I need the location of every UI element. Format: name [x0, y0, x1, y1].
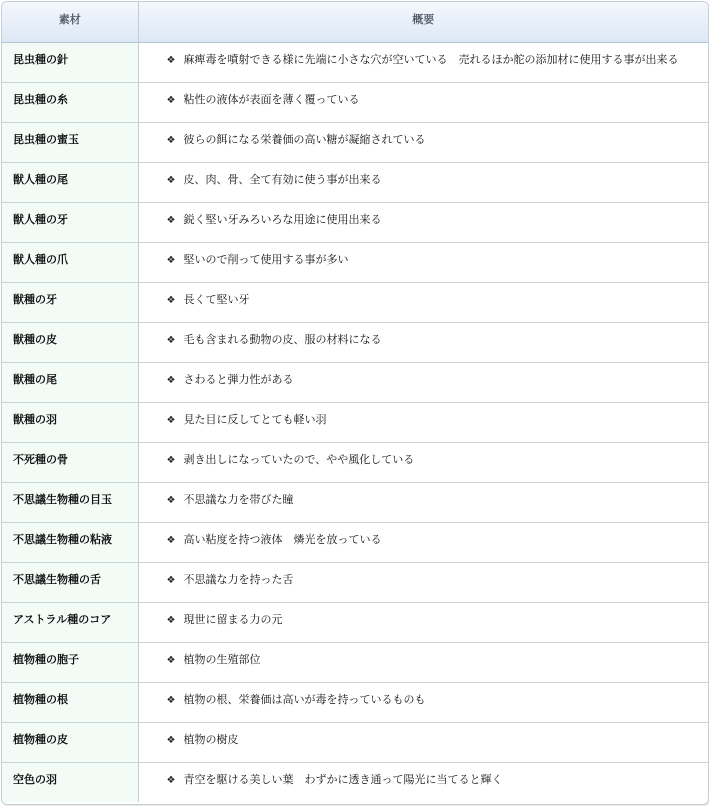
table-row: [2, 682, 708, 722]
material-summary-text: 粘性の液体が表面を薄く覆っている: [183, 92, 360, 106]
diamond-bullet-icon: ❖: [166, 174, 176, 186]
diamond-bullet-icon: ❖: [166, 534, 176, 546]
material-summary-cell: [138, 602, 708, 642]
material-name-cell: 獣人種の尾: [2, 162, 138, 202]
diamond-bullet-icon: ❖: [166, 774, 176, 786]
material-name-cell: 昆虫種の蜜玉: [2, 122, 138, 162]
diamond-bullet-icon: ❖: [166, 654, 176, 666]
material-summary-text: 見た目に反してとても軽い羽: [183, 412, 327, 426]
diamond-bullet-icon: ❖: [166, 374, 176, 386]
material-name-cell: 獣人種の爪: [2, 242, 138, 282]
material-name-cell: 不思議生物種の目玉: [2, 482, 138, 522]
material-summary-text: 不思議な力を持った舌: [183, 572, 294, 586]
material-summary-cell: [138, 562, 708, 602]
material-summary-text: 植物の樹皮: [183, 732, 239, 746]
material-summary-cell: [138, 442, 708, 482]
material-summary-text: 植物の根、栄養価は高いが毒を持っているものも: [183, 692, 426, 706]
diamond-bullet-icon: ❖: [166, 694, 176, 706]
diamond-bullet-icon: ❖: [166, 414, 176, 426]
material-name-cell: 空色の羽: [2, 762, 138, 802]
material-summary-cell: [138, 682, 708, 722]
material-summary-cell: [138, 42, 708, 82]
material-summary-cell: [138, 162, 708, 202]
material-summary-text: 不思議な力を帯びた瞳: [183, 492, 294, 506]
table-row: [2, 402, 708, 442]
column-header-material[interactable]: 素材: [2, 2, 138, 42]
diamond-bullet-icon: ❖: [166, 254, 176, 266]
diamond-bullet-icon: ❖: [166, 454, 176, 466]
table-row: [2, 82, 708, 122]
material-name-cell: 獣種の尾: [2, 362, 138, 402]
table-row: [2, 162, 708, 202]
material-summary-text: 現世に留まる力の元: [183, 612, 283, 626]
material-summary-text: 皮、肉、骨、全て有効に使う事が出来る: [183, 172, 382, 186]
material-summary-cell: [138, 202, 708, 242]
material-name-cell: 昆虫種の針: [2, 42, 138, 82]
table-row: [2, 602, 708, 642]
material-summary-text: 鋭く堅い牙みろいろな用途に使用出来る: [183, 212, 382, 226]
table-row: [2, 722, 708, 762]
material-name-cell: 獣種の皮: [2, 322, 138, 362]
material-summary-text: 堅いので削って使用する事が多い: [183, 252, 349, 266]
material-summary-cell: [138, 242, 708, 282]
diamond-bullet-icon: ❖: [166, 334, 176, 346]
material-summary-cell: [138, 762, 708, 802]
table-row: [2, 562, 708, 602]
material-name-cell: 不思議生物種の舌: [2, 562, 138, 602]
material-summary-cell: [138, 122, 708, 162]
material-name-cell: 不思議生物種の粘液: [2, 522, 138, 562]
material-summary-text: 青空を駆ける美しい葉 わずかに透き通って陽光に当てると輝く: [183, 772, 503, 786]
table-row: [2, 202, 708, 242]
diamond-bullet-icon: ❖: [166, 494, 176, 506]
table-row: [2, 242, 708, 282]
diamond-bullet-icon: ❖: [166, 214, 176, 226]
material-name-cell: 植物種の根: [2, 682, 138, 722]
material-summary-cell: [138, 362, 708, 402]
table-header-row: [2, 2, 708, 42]
material-summary-cell: [138, 722, 708, 762]
diamond-bullet-icon: ❖: [166, 294, 176, 306]
diamond-bullet-icon: ❖: [166, 94, 176, 106]
material-summary-text: さわると弾力性がある: [183, 372, 294, 386]
table-body: [2, 42, 708, 802]
material-summary-cell: [138, 482, 708, 522]
diamond-bullet-icon: ❖: [166, 734, 176, 746]
diamond-bullet-icon: ❖: [166, 574, 176, 586]
material-name-cell: 植物種の胞子: [2, 642, 138, 682]
material-name-cell: 不死種の骨: [2, 442, 138, 482]
table-row: [2, 642, 708, 682]
table-row: [2, 282, 708, 322]
column-header-summary[interactable]: 概要: [138, 2, 708, 42]
diamond-bullet-icon: ❖: [166, 54, 176, 66]
material-summary-cell: [138, 282, 708, 322]
table-row: [2, 42, 708, 82]
table-row: [2, 362, 708, 402]
material-name-cell: 獣種の羽: [2, 402, 138, 442]
diamond-bullet-icon: ❖: [166, 134, 176, 146]
material-summary-cell: [138, 402, 708, 442]
material-summary-cell: [138, 522, 708, 562]
material-name-cell: 植物種の皮: [2, 722, 138, 762]
table-row: [2, 122, 708, 162]
table-row: [2, 762, 708, 802]
diamond-bullet-icon: ❖: [166, 614, 176, 626]
materials-table: [2, 2, 708, 802]
material-name-cell: アストラル種のコア: [2, 602, 138, 642]
material-summary-text: 剥き出しになっていたので、やや風化している: [183, 452, 415, 466]
material-name-cell: 獣種の牙: [2, 282, 138, 322]
material-summary-text: 毛も含まれる動物の皮、服の材料になる: [183, 332, 382, 346]
material-summary-cell: [138, 642, 708, 682]
table-row: [2, 522, 708, 562]
table-row: [2, 322, 708, 362]
material-summary-text: 麻痺毒を噴射できる様に先端に小さな穴が空いている 売れるほか舵の添加材に使用する事が出来る: [183, 52, 679, 66]
material-name-cell: 昆虫種の糸: [2, 82, 138, 122]
table-row: [2, 442, 708, 482]
material-summary-cell: [138, 82, 708, 122]
materials-table-frame: [1, 1, 709, 805]
material-summary-cell: [138, 322, 708, 362]
material-summary-text: 植物の生殖部位: [183, 652, 261, 666]
table-row: [2, 482, 708, 522]
material-summary-text: 高い粘度を持つ液体 燐光を放っている: [183, 532, 382, 546]
material-name-cell: 獣人種の牙: [2, 202, 138, 242]
material-summary-text: 彼らの餌になる栄養価の高い糖が凝縮されている: [183, 132, 426, 146]
material-summary-text: 長くて堅い牙: [183, 292, 250, 306]
